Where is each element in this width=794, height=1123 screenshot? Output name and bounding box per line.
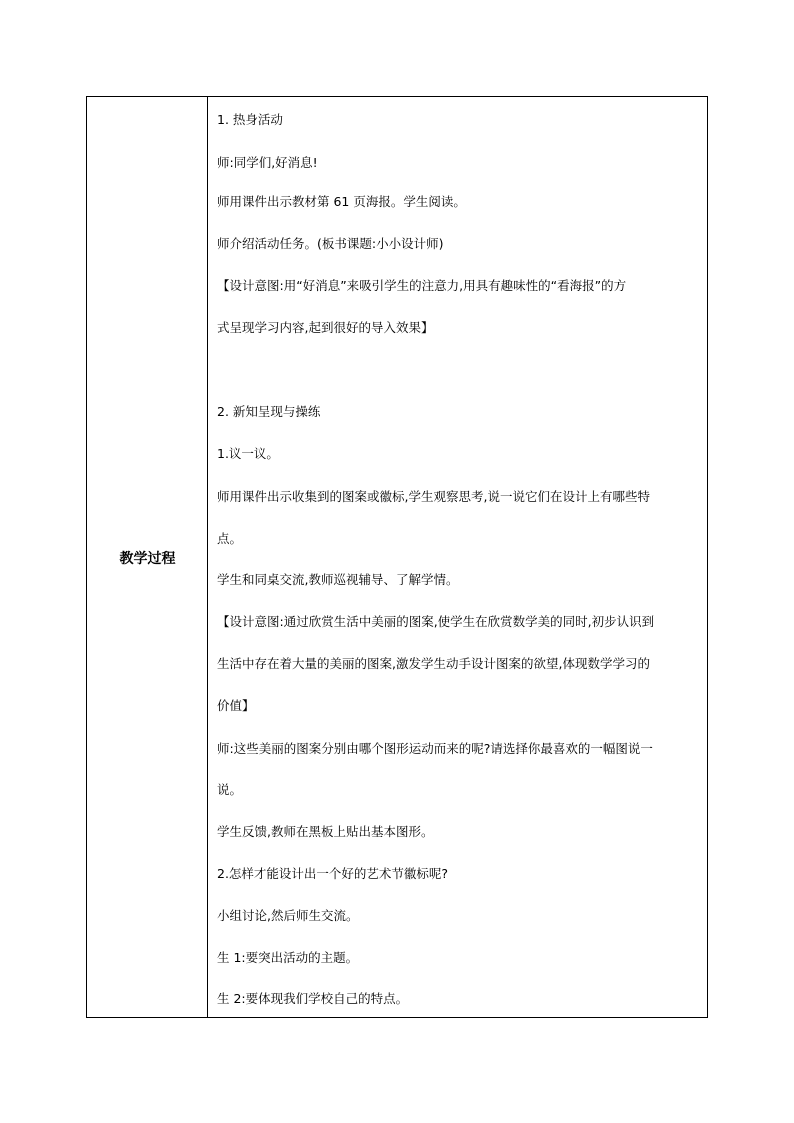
content-cell bbox=[208, 97, 707, 1017]
row-label-cell bbox=[87, 97, 208, 1017]
lesson-table bbox=[86, 96, 708, 1018]
paragraph: 1.议一议。 bbox=[217, 446, 279, 461]
design-intent-line: 【设计意图:用“好消息”来吸引学生的注意力,用具有趣味性的“看海报”的方 bbox=[217, 278, 627, 293]
paragraph: 学生反馈,教师在黑板上贴出基本图形。 bbox=[217, 824, 434, 839]
section-heading-warmup: 1. 热身活动 bbox=[217, 112, 283, 127]
paragraph: 学生和同桌交流,教师巡视辅导、了解学情。 bbox=[217, 572, 459, 587]
paragraph: 小组讨论,然后师生交流。 bbox=[217, 908, 359, 923]
paragraph: 2.怎样才能设计出一个好的艺术节徽标呢? bbox=[217, 866, 449, 881]
paragraph: 生 2:要体现我们学校自己的特点。 bbox=[217, 991, 409, 1006]
paragraph: 师用课件出示收集到的图案或徽标,学生观察思考,说一说它们在设计上有哪些特 bbox=[217, 489, 650, 504]
design-intent-line: 【设计意图:通过欣赏生活中美丽的图案,使学生在欣赏数学美的同时,初步认识到 bbox=[217, 614, 655, 629]
paragraph: 师用课件出示教材第 61 页海报。学生阅读。 bbox=[217, 194, 466, 209]
row-label: 教学过程 bbox=[119, 551, 176, 567]
design-intent-line: 式呈现学习内容,起到很好的导入效果】 bbox=[217, 320, 434, 335]
paragraph: 说。 bbox=[217, 782, 243, 797]
paragraph: 点。 bbox=[217, 531, 243, 546]
section-heading-new-knowledge: 2. 新知呈现与操练 bbox=[217, 404, 321, 419]
paragraph: 师:同学们,好消息! bbox=[217, 155, 318, 170]
paragraph: 师:这些美丽的图案分别由哪个图形运动而来的呢?请选择你最喜欢的一幅图说一 bbox=[217, 741, 653, 756]
paragraph: 生 1:要突出活动的主题。 bbox=[217, 950, 359, 965]
design-intent-line: 价值】 bbox=[217, 698, 255, 713]
paragraph: 师介绍活动任务。(板书课题:小小设计师) bbox=[217, 236, 444, 251]
design-intent-line: 生活中存在着大量的美丽的图案,激发学生动手设计图案的欲望,体现数学学习的 bbox=[217, 656, 650, 671]
